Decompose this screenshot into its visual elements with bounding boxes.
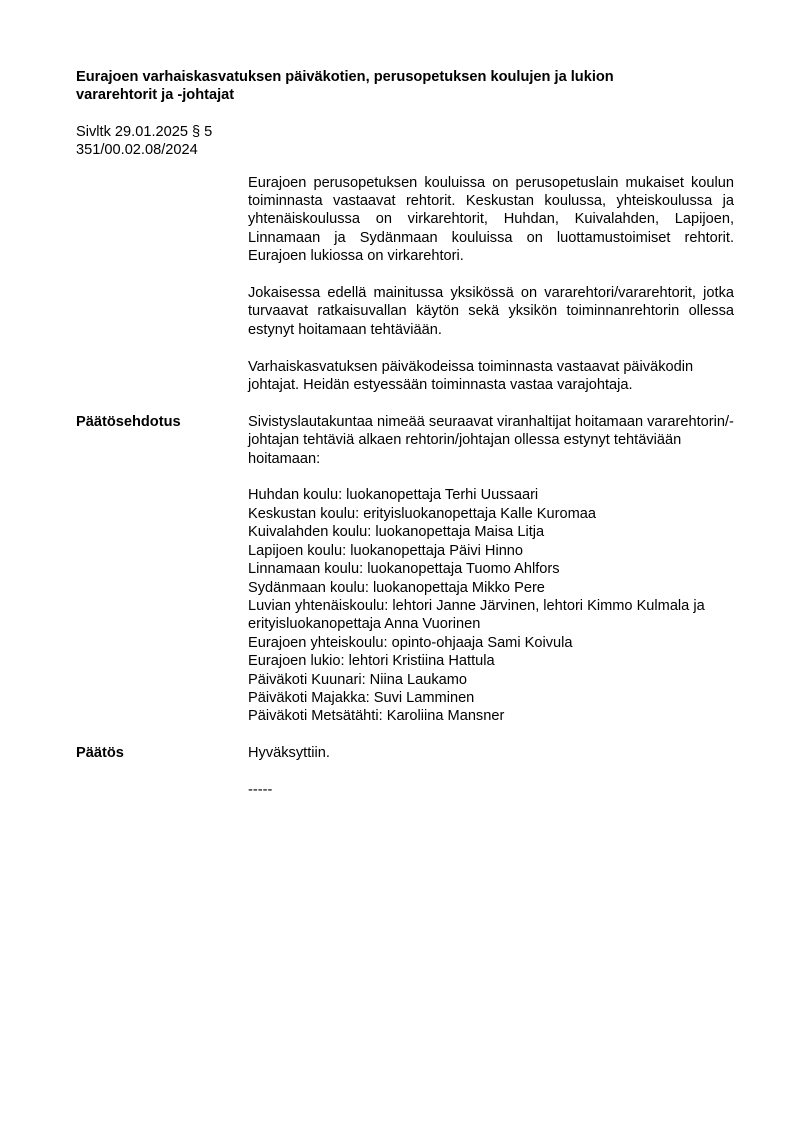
intro-paragraph-2: Jokaisessa edellä mainitussa yksikössä on vararehtori/vararehtorit, jotka turvaavat ratkaisuvallan käytön sekä yksikön toiminnanrehtorin ollessa estynyt hoitamaan tehtäviään. [248,285,734,338]
list-item: Linnamaan koulu: luokanopettaja Tuomo Ahlfors [248,561,560,578]
list-item: Päiväkoti Kuunari: Niina Laukamo [248,671,468,688]
intro-body [248,174,734,413]
list-item: Luvian yhtenäiskoulu: lehtori Janne Järvinen, lehtori Kimmo Kulmala ja erityisluokanopettaja Anna Vuorinen [248,597,705,633]
list-item: Eurajoen yhteiskoulu: opinto-ohjaaja Sami Koivula [248,634,573,651]
decision-label: Päätös [76,745,124,762]
meeting-reference: Sivltk 29.01.2025 § 5 [76,123,213,140]
appointment-list [248,486,734,725]
list-item: Lapijoen koulu: luokanopettaja Päivi Hinno [248,542,524,559]
proposal-text: Sivistyslautakuntaa nimeää seuraavat viranhaltijat hoitamaan vararehtorin/-johtajan tehtäviä alkaen rehtorin/johtajan ollessa estynyt tehtäviään hoitamaan: [248,413,734,467]
decision-section [76,744,736,818]
document-page [76,68,736,818]
intro-paragraph-1: Eurajoen perusopetuksen kouluissa on perusopetuslain mukaiset koulun toiminnasta vastaavat rehtorit. Keskustan koulussa, yhteiskoulussa ja yhtenäiskoulussa on virkarehtorit, Huhdan, Kuivalahden, Lapijoen, Linnamaan ja Sydänmaan kouluissa on luottamustoimiset rehtorit. Eurajoen lukiossa on virkarehtori. [248,174,734,265]
list-item: Päiväkoti Majakka: Suvi Lamminen [248,689,475,706]
proposal-label: Päätösehdotus [76,413,181,430]
intro-section [76,174,736,413]
decision-text: Hyväksyttiin. [248,745,330,762]
proposal-body [248,413,734,744]
document-meta [76,123,736,160]
proposal-section [76,413,736,744]
list-item: Eurajoen lukio: lehtori Kristiina Hattula [248,653,495,670]
list-item: Keskustan koulu: erityisluokanopettaja Kalle Kuromaa [248,505,597,522]
list-item: Huhdan koulu: luokanopettaja Terhi Uussaari [248,487,539,504]
record-number: 351/00.02.08/2024 [76,142,198,159]
list-item: Sydänmaan koulu: luokanopettaja Mikko Pere [248,579,545,596]
list-item: Kuivalahden koulu: luokanopettaja Maisa Litja [248,524,545,541]
decision-body [248,744,734,818]
end-marker: ----- [248,781,273,798]
list-item: Päiväkoti Metsätähti: Karoliina Mansner [248,708,505,725]
intro-paragraph-3: Varhaiskasvatuksen päiväkodeissa toiminnasta vastaavat päiväkodin johtajat. Heidän estyessään toiminnasta vastaa varajohtaja. [248,358,694,394]
document-title: Eurajoen varhaiskasvatuksen päiväkotien, perusopetuksen koulujen ja lukion vararehtorit ja -johtajat [76,69,614,104]
